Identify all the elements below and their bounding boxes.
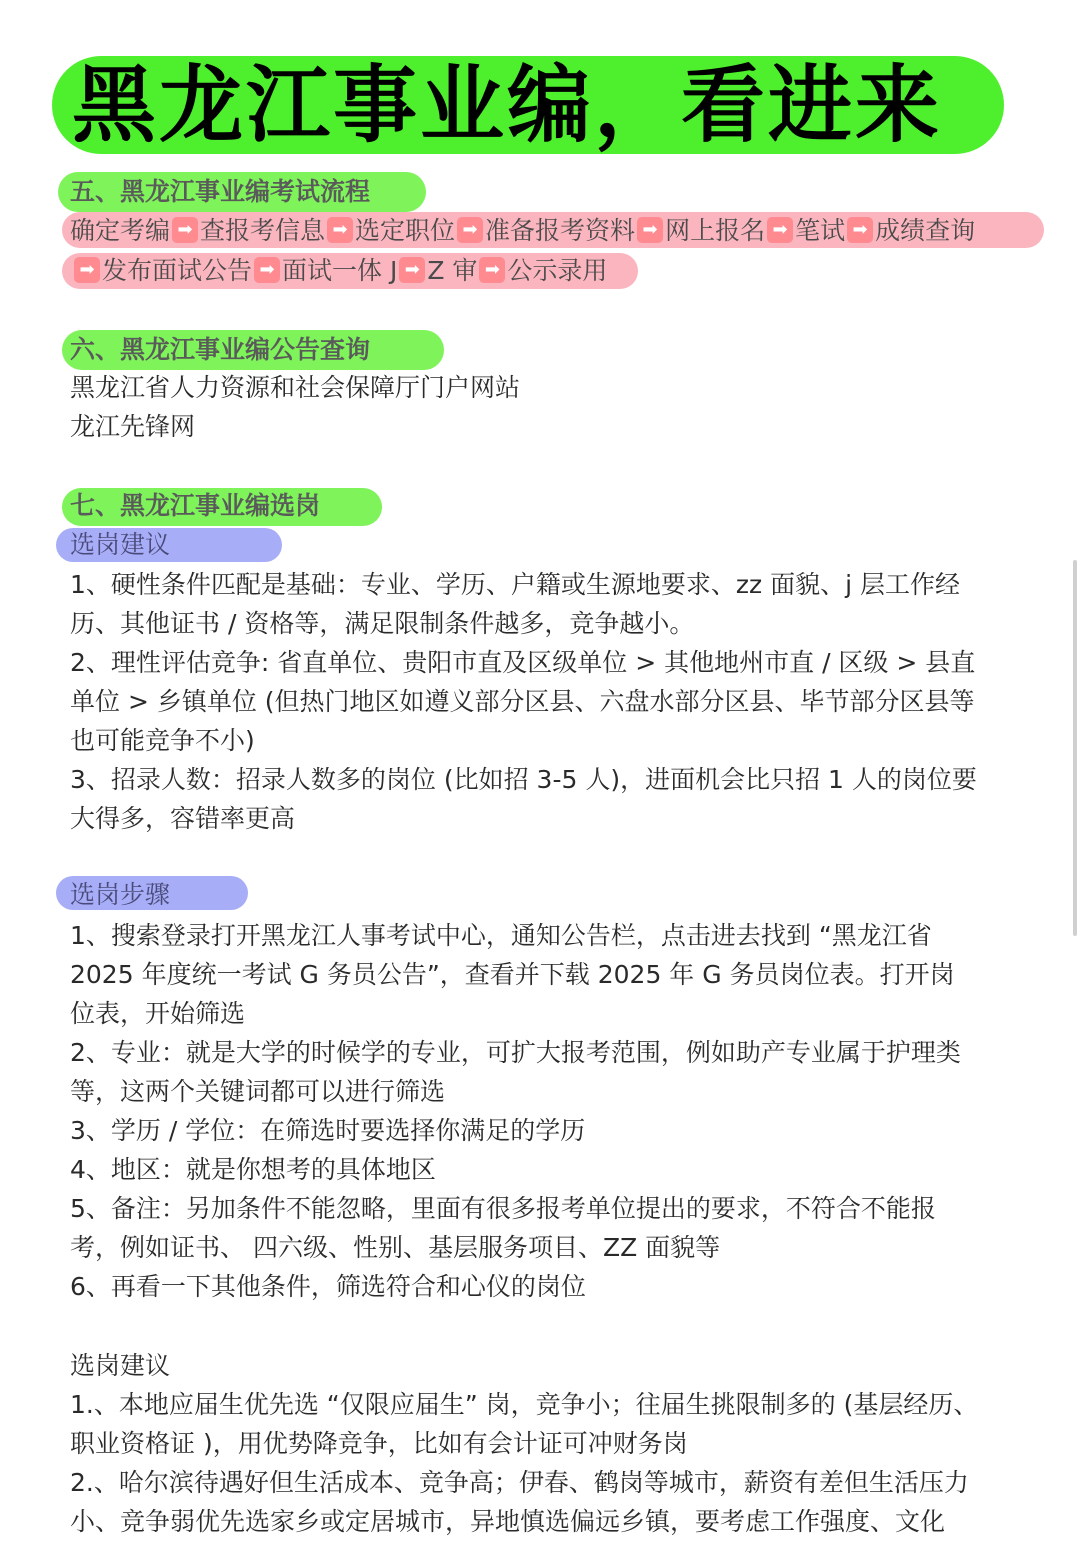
advice2-line: 职业资格证 )，用优势降竞争，比如有会计证可冲财务岗 xyxy=(70,1429,688,1458)
flow-line1 xyxy=(70,211,975,250)
step-line: 位表，开始筛选 xyxy=(70,999,246,1028)
page-title: 黑龙江事业编，看进来 xyxy=(72,56,943,154)
flow-step: 笔试 xyxy=(795,216,846,245)
arrow-right-icon xyxy=(74,257,100,283)
arrow-right-icon xyxy=(479,257,505,283)
flow-step: 准备报考资料 xyxy=(485,216,636,245)
flow-step: 网上报名 xyxy=(665,216,766,245)
steps-heading: 选岗步骤 xyxy=(70,880,171,909)
arrow-right-icon xyxy=(327,217,353,243)
flow-step: 发布面试公告 xyxy=(102,256,253,285)
notice-site: 黑龙江省人力资源和社会保障厅门户网站 xyxy=(70,373,521,402)
notice-site: 龙江先锋网 xyxy=(70,412,196,441)
advice-line: 2、理性评估竞争: 省直单位、贵阳市直及区级单位 > 其他地州市直 / 区级 > 县直 xyxy=(70,648,976,677)
step-line: 1、搜索登录打开黑龙江人事考试中心，通知公告栏，点击进去找到 “黑龙江省 xyxy=(70,921,932,950)
section6-heading: 六、黑龙江事业编公告查询 xyxy=(70,335,371,364)
flow-step: 面试一体 J xyxy=(282,256,398,285)
arrow-right-icon xyxy=(767,217,793,243)
arrow-right-icon xyxy=(847,217,873,243)
advice-line: 大得多，容错率更高 xyxy=(70,804,296,833)
advice-line: 单位 > 乡镇单位 (但热门地区如遵义部分区县、六盘水部分区县、毕节部分区县等 xyxy=(70,687,975,716)
advice-line: 3、招录人数：招录人数多的岗位 (比如招 3-5 人)，进面机会比只招 1 人的岗位要 xyxy=(70,765,977,794)
flow-step: Z 审 xyxy=(427,256,478,285)
flow-step: 选定职位 xyxy=(355,216,456,245)
section7-heading: 七、黑龙江事业编选岗 xyxy=(70,491,321,520)
step-line: 2025 年度统一考试 G 务员公告”，查看并下载 2025 年 G 务员岗位表。打开岗 xyxy=(70,960,955,989)
flow-line2 xyxy=(72,251,607,290)
arrow-right-icon xyxy=(399,257,425,283)
scrollbar[interactable] xyxy=(1073,560,1077,936)
flow-step: 成绩查询 xyxy=(875,216,976,245)
advice2-line: 2.、哈尔滨待遇好但生活成本、竞争高；伊春、鹤岗等城市，薪资有差但生活压力 xyxy=(70,1468,969,1497)
arrow-right-icon xyxy=(172,217,198,243)
advice-line: 1、硬性条件匹配是基础：专业、学历、户籍或生源地要求、zz 面貌、j 层工作经 xyxy=(70,570,960,599)
arrow-right-icon xyxy=(254,257,280,283)
arrow-right-icon xyxy=(637,217,663,243)
step-line: 4、地区：就是你想考的具体地区 xyxy=(70,1155,436,1184)
section5-heading: 五、黑龙江事业编考试流程 xyxy=(70,177,371,206)
arrow-right-icon xyxy=(457,217,483,243)
flow-step: 公示录用 xyxy=(507,256,608,285)
advice-heading: 选岗建议 xyxy=(70,530,171,559)
step-line: 6、再看一下其他条件，筛选符合和心仪的岗位 xyxy=(70,1272,586,1301)
step-line: 5、备注：另加条件不能忽略，里面有很多报考单位提出的要求，不符合不能报 xyxy=(70,1194,936,1223)
step-line: 3、学历 / 学位：在筛选时要选择你满足的学历 xyxy=(70,1116,586,1145)
advice2-heading: 选岗建议 xyxy=(70,1351,171,1380)
advice-line: 历、其他证书 / 资格等，满足限制条件越多，竞争越小。 xyxy=(70,609,695,638)
flow-step: 确定考编 xyxy=(70,216,171,245)
step-line: 2、专业：就是大学的时候学的专业，可扩大报考范围，例如助产专业属于护理类 xyxy=(70,1038,961,1067)
advice2-line: 小、竞争弱优先选家乡或定居城市，异地慎选偏远乡镇，要考虑工作强度、文化 xyxy=(70,1507,946,1536)
advice-line: 也可能竞争不小) xyxy=(70,726,255,755)
step-line: 考，例如证书、 四六级、性别、基层服务项目、ZZ 面貌等 xyxy=(70,1233,721,1262)
advice2-line: 1.、本地应届生优先选 “仅限应届生” 岗，竞争小；往届生挑限制多的 (基层经历、 xyxy=(70,1390,979,1419)
flow-step: 查报考信息 xyxy=(200,216,326,245)
step-line: 等，这两个关键词都可以进行筛选 xyxy=(70,1077,446,1106)
